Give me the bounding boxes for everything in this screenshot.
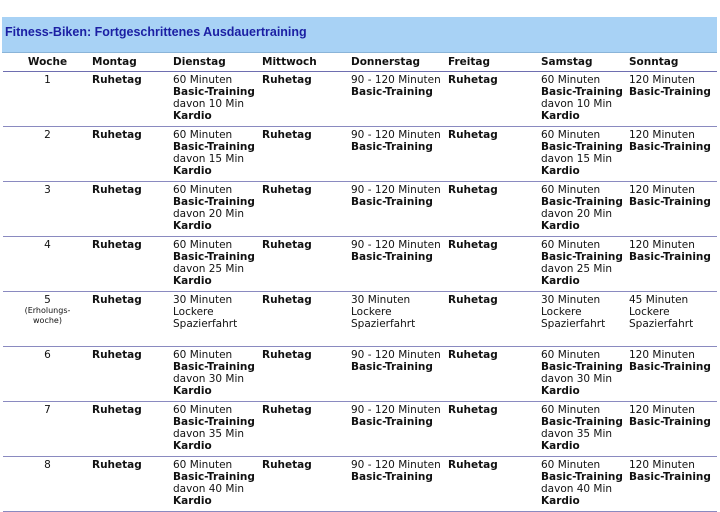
session-line: 120 Minuten bbox=[629, 459, 695, 471]
session-line: davon 15 Min bbox=[541, 153, 613, 165]
day-cell-mittwoch bbox=[260, 402, 349, 457]
session-line: Basic-Training bbox=[351, 251, 433, 263]
session-line: Kardio bbox=[173, 110, 212, 122]
session-line: davon 30 Min bbox=[173, 373, 245, 385]
table-row bbox=[3, 237, 717, 292]
day-cell-montag bbox=[90, 292, 171, 347]
rest-day-label: Ruhetag bbox=[262, 404, 312, 416]
session-line: 90 - 120 Minuten bbox=[351, 74, 441, 86]
session-line: 60 Minuten bbox=[173, 129, 233, 141]
session-line: 120 Minuten bbox=[629, 184, 695, 196]
session-line: Basic-Training bbox=[541, 416, 623, 428]
day-cell-sonntag bbox=[627, 182, 717, 237]
session-line: Basic-Training bbox=[173, 251, 255, 263]
session-line: 30 Minuten bbox=[351, 294, 411, 306]
session-line: Lockere bbox=[173, 306, 214, 318]
session-line: 60 Minuten bbox=[541, 74, 601, 86]
session-line: Basic-Training bbox=[351, 416, 433, 428]
day-cell-samstag bbox=[539, 127, 627, 182]
day-cell-sonntag bbox=[627, 402, 717, 457]
table-row bbox=[3, 127, 717, 182]
session-line: 60 Minuten bbox=[541, 349, 601, 361]
session-line: 120 Minuten bbox=[629, 404, 695, 416]
session-line: davon 10 Min bbox=[173, 98, 245, 110]
day-cell-dienstag bbox=[171, 292, 260, 347]
day-cell-donnerstag bbox=[349, 182, 446, 237]
session-line: 60 Minuten bbox=[541, 239, 601, 251]
rest-day-label: Ruhetag bbox=[448, 239, 498, 251]
day-cell-dienstag bbox=[171, 127, 260, 182]
week-number: 6 bbox=[44, 349, 51, 361]
session-line: Kardio bbox=[173, 275, 212, 287]
rest-day-label: Ruhetag bbox=[92, 349, 142, 361]
day-cell-freitag bbox=[446, 402, 539, 457]
session-line: Basic-Training bbox=[173, 86, 255, 98]
column-header-woche: Woche bbox=[3, 54, 90, 72]
session-line: Basic-Training bbox=[173, 141, 255, 153]
week-number: 1 bbox=[44, 74, 51, 86]
day-cell-donnerstag bbox=[349, 292, 446, 347]
session-line: Basic-Training bbox=[351, 361, 433, 373]
session-line: davon 40 Min bbox=[173, 483, 245, 495]
day-cell-freitag bbox=[446, 182, 539, 237]
rest-day-label: Ruhetag bbox=[448, 129, 498, 141]
session-line: 60 Minuten bbox=[541, 129, 601, 141]
day-cell-montag bbox=[90, 72, 171, 127]
day-cell-mittwoch bbox=[260, 347, 349, 402]
column-header-dienstag: Dienstag bbox=[171, 54, 260, 72]
session-line: davon 15 Min bbox=[173, 153, 245, 165]
week-number: 8 bbox=[44, 459, 51, 471]
rest-day-label: Ruhetag bbox=[92, 239, 142, 251]
session-line: Spazierfahrt bbox=[541, 318, 606, 330]
session-line: 60 Minuten bbox=[541, 184, 601, 196]
day-cell-donnerstag bbox=[349, 127, 446, 182]
session-line: Basic-Training bbox=[541, 141, 623, 153]
day-cell-samstag bbox=[539, 72, 627, 127]
day-cell-freitag bbox=[446, 457, 539, 512]
session-line: davon 35 Min bbox=[541, 428, 613, 440]
session-line: 60 Minuten bbox=[173, 239, 233, 251]
rest-day-label: Ruhetag bbox=[262, 184, 312, 196]
table-row bbox=[3, 182, 717, 237]
session-line: davon 30 Min bbox=[541, 373, 613, 385]
session-line: Lockere bbox=[351, 306, 392, 318]
day-cell-samstag bbox=[539, 292, 627, 347]
table-row bbox=[3, 402, 717, 457]
day-cell-samstag bbox=[539, 402, 627, 457]
session-line: Basic-Training bbox=[541, 361, 623, 373]
day-cell-samstag bbox=[539, 237, 627, 292]
week-number-cell bbox=[3, 127, 90, 182]
session-line: Kardio bbox=[541, 220, 580, 232]
day-cell-donnerstag bbox=[349, 347, 446, 402]
day-cell-mittwoch bbox=[260, 292, 349, 347]
session-line: 60 Minuten bbox=[541, 459, 601, 471]
session-line: 60 Minuten bbox=[173, 404, 233, 416]
session-line: 90 - 120 Minuten bbox=[351, 129, 441, 141]
session-line: davon 25 Min bbox=[173, 263, 245, 275]
rest-day-label: Ruhetag bbox=[448, 74, 498, 86]
column-header-donnerstag: Donnerstag bbox=[349, 54, 446, 72]
session-line: 90 - 120 Minuten bbox=[351, 239, 441, 251]
session-line: 45 Minuten bbox=[629, 294, 689, 306]
session-line: davon 40 Min bbox=[541, 483, 613, 495]
day-cell-donnerstag bbox=[349, 457, 446, 512]
day-cell-sonntag bbox=[627, 347, 717, 402]
day-cell-mittwoch bbox=[260, 237, 349, 292]
week-number: 4 bbox=[44, 239, 51, 251]
rest-day-label: Ruhetag bbox=[92, 294, 142, 306]
session-line: 120 Minuten bbox=[629, 349, 695, 361]
session-line: 30 Minuten bbox=[541, 294, 601, 306]
table-row bbox=[3, 347, 717, 402]
week-note: (Erholungs- woche) bbox=[24, 306, 71, 325]
rest-day-label: Ruhetag bbox=[92, 459, 142, 471]
rest-day-label: Ruhetag bbox=[262, 74, 312, 86]
session-line: Kardio bbox=[541, 275, 580, 287]
session-line: Basic-Training bbox=[541, 86, 623, 98]
session-line: Lockere bbox=[629, 306, 670, 318]
day-cell-mittwoch bbox=[260, 127, 349, 182]
session-line: 60 Minuten bbox=[541, 404, 601, 416]
rest-day-label: Ruhetag bbox=[448, 294, 498, 306]
session-line: Basic-Training bbox=[629, 141, 711, 153]
training-plan-table bbox=[3, 54, 717, 512]
session-line: Basic-Training bbox=[541, 196, 623, 208]
week-number: 3 bbox=[44, 184, 51, 196]
session-line: davon 20 Min bbox=[173, 208, 245, 220]
day-cell-mittwoch bbox=[260, 457, 349, 512]
session-line: 90 - 120 Minuten bbox=[351, 349, 441, 361]
session-line: davon 10 Min bbox=[541, 98, 613, 110]
session-line: Basic-Training bbox=[351, 141, 433, 153]
session-line: 120 Minuten bbox=[629, 74, 695, 86]
session-line: Spazierfahrt bbox=[351, 318, 416, 330]
week-number: 5 bbox=[44, 294, 51, 306]
session-line: davon 25 Min bbox=[541, 263, 613, 275]
session-line: Kardio bbox=[173, 220, 212, 232]
rest-day-label: Ruhetag bbox=[448, 184, 498, 196]
day-cell-samstag bbox=[539, 182, 627, 237]
week-number-cell bbox=[3, 237, 90, 292]
rest-day-label: Ruhetag bbox=[448, 459, 498, 471]
day-cell-dienstag bbox=[171, 72, 260, 127]
session-line: Basic-Training bbox=[173, 471, 255, 483]
session-line: 60 Minuten bbox=[173, 184, 233, 196]
column-header-freitag: Freitag bbox=[446, 54, 539, 72]
day-cell-samstag bbox=[539, 347, 627, 402]
week-number-cell bbox=[3, 72, 90, 127]
session-line: 90 - 120 Minuten bbox=[351, 404, 441, 416]
column-header-montag: Montag bbox=[90, 54, 171, 72]
day-cell-donnerstag bbox=[349, 402, 446, 457]
day-cell-dienstag bbox=[171, 457, 260, 512]
day-cell-sonntag bbox=[627, 457, 717, 512]
day-cell-montag bbox=[90, 237, 171, 292]
week-number: 7 bbox=[44, 404, 51, 416]
week-number: 2 bbox=[44, 129, 51, 141]
rest-day-label: Ruhetag bbox=[448, 349, 498, 361]
session-line: Basic-Training bbox=[629, 196, 711, 208]
table-row bbox=[3, 457, 717, 512]
session-line: 90 - 120 Minuten bbox=[351, 459, 441, 471]
rest-day-label: Ruhetag bbox=[262, 349, 312, 361]
rest-day-label: Ruhetag bbox=[92, 129, 142, 141]
column-header-mittwoch: Mittwoch bbox=[260, 54, 349, 72]
session-line: Basic-Training bbox=[629, 361, 711, 373]
day-cell-mittwoch bbox=[260, 72, 349, 127]
day-cell-sonntag bbox=[627, 127, 717, 182]
day-cell-freitag bbox=[446, 237, 539, 292]
rest-day-label: Ruhetag bbox=[92, 184, 142, 196]
session-line: Kardio bbox=[173, 495, 212, 507]
session-line: davon 20 Min bbox=[541, 208, 613, 220]
day-cell-dienstag bbox=[171, 402, 260, 457]
session-line: 60 Minuten bbox=[173, 459, 233, 471]
day-cell-mittwoch bbox=[260, 182, 349, 237]
day-cell-sonntag bbox=[627, 72, 717, 127]
session-line: Kardio bbox=[541, 110, 580, 122]
week-number-cell bbox=[3, 457, 90, 512]
table-row bbox=[3, 292, 717, 347]
rest-day-label: Ruhetag bbox=[262, 239, 312, 251]
week-number-cell bbox=[3, 402, 90, 457]
day-cell-donnerstag bbox=[349, 72, 446, 127]
day-cell-montag bbox=[90, 457, 171, 512]
rest-day-label: Ruhetag bbox=[448, 404, 498, 416]
session-line: Kardio bbox=[173, 440, 212, 452]
session-line: davon 35 Min bbox=[173, 428, 245, 440]
day-cell-dienstag bbox=[171, 182, 260, 237]
session-line: Basic-Training bbox=[629, 86, 711, 98]
day-cell-sonntag bbox=[627, 292, 717, 347]
session-line: 120 Minuten bbox=[629, 239, 695, 251]
session-line: Kardio bbox=[173, 385, 212, 397]
session-line: 30 Minuten bbox=[173, 294, 233, 306]
day-cell-dienstag bbox=[171, 347, 260, 402]
session-line: 90 - 120 Minuten bbox=[351, 184, 441, 196]
rest-day-label: Ruhetag bbox=[92, 404, 142, 416]
session-line: Kardio bbox=[173, 165, 212, 177]
rest-day-label: Ruhetag bbox=[262, 129, 312, 141]
day-cell-freitag bbox=[446, 127, 539, 182]
day-cell-samstag bbox=[539, 457, 627, 512]
session-line: Basic-Training bbox=[629, 416, 711, 428]
table-row bbox=[3, 72, 717, 127]
session-line: Basic-Training bbox=[173, 416, 255, 428]
week-number-cell bbox=[3, 292, 90, 347]
session-line: Basic-Training bbox=[351, 196, 433, 208]
session-line: Basic-Training bbox=[629, 471, 711, 483]
header-row bbox=[3, 54, 717, 72]
rest-day-label: Ruhetag bbox=[262, 459, 312, 471]
session-line: Lockere bbox=[541, 306, 582, 318]
day-cell-montag bbox=[90, 347, 171, 402]
session-line: 60 Minuten bbox=[173, 74, 233, 86]
column-header-sonntag: Sonntag bbox=[627, 54, 717, 72]
session-line: Spazierfahrt bbox=[629, 318, 694, 330]
session-line: Basic-Training bbox=[541, 251, 623, 263]
day-cell-montag bbox=[90, 127, 171, 182]
session-line: Kardio bbox=[541, 440, 580, 452]
session-line: Basic-Training bbox=[173, 361, 255, 373]
day-cell-freitag bbox=[446, 347, 539, 402]
column-header-samstag: Samstag bbox=[539, 54, 627, 72]
rest-day-label: Ruhetag bbox=[262, 294, 312, 306]
rest-day-label: Ruhetag bbox=[92, 74, 142, 86]
session-line: Basic-Training bbox=[629, 251, 711, 263]
day-cell-freitag bbox=[446, 292, 539, 347]
session-line: Kardio bbox=[541, 165, 580, 177]
session-line: Spazierfahrt bbox=[173, 318, 238, 330]
day-cell-sonntag bbox=[627, 237, 717, 292]
session-line: Basic-Training bbox=[173, 196, 255, 208]
session-line: Kardio bbox=[541, 495, 580, 507]
title-banner bbox=[2, 17, 717, 53]
session-line: Basic-Training bbox=[351, 86, 433, 98]
day-cell-donnerstag bbox=[349, 237, 446, 292]
session-line: 120 Minuten bbox=[629, 129, 695, 141]
day-cell-freitag bbox=[446, 72, 539, 127]
page-title: Fitness-Biken: Fortgeschrittenes Ausdauertraining bbox=[5, 25, 307, 39]
session-line: Basic-Training bbox=[541, 471, 623, 483]
day-cell-montag bbox=[90, 182, 171, 237]
day-cell-montag bbox=[90, 402, 171, 457]
session-line: Kardio bbox=[541, 385, 580, 397]
week-number-cell bbox=[3, 347, 90, 402]
session-line: 60 Minuten bbox=[173, 349, 233, 361]
day-cell-dienstag bbox=[171, 237, 260, 292]
session-line: Basic-Training bbox=[351, 471, 433, 483]
week-number-cell bbox=[3, 182, 90, 237]
